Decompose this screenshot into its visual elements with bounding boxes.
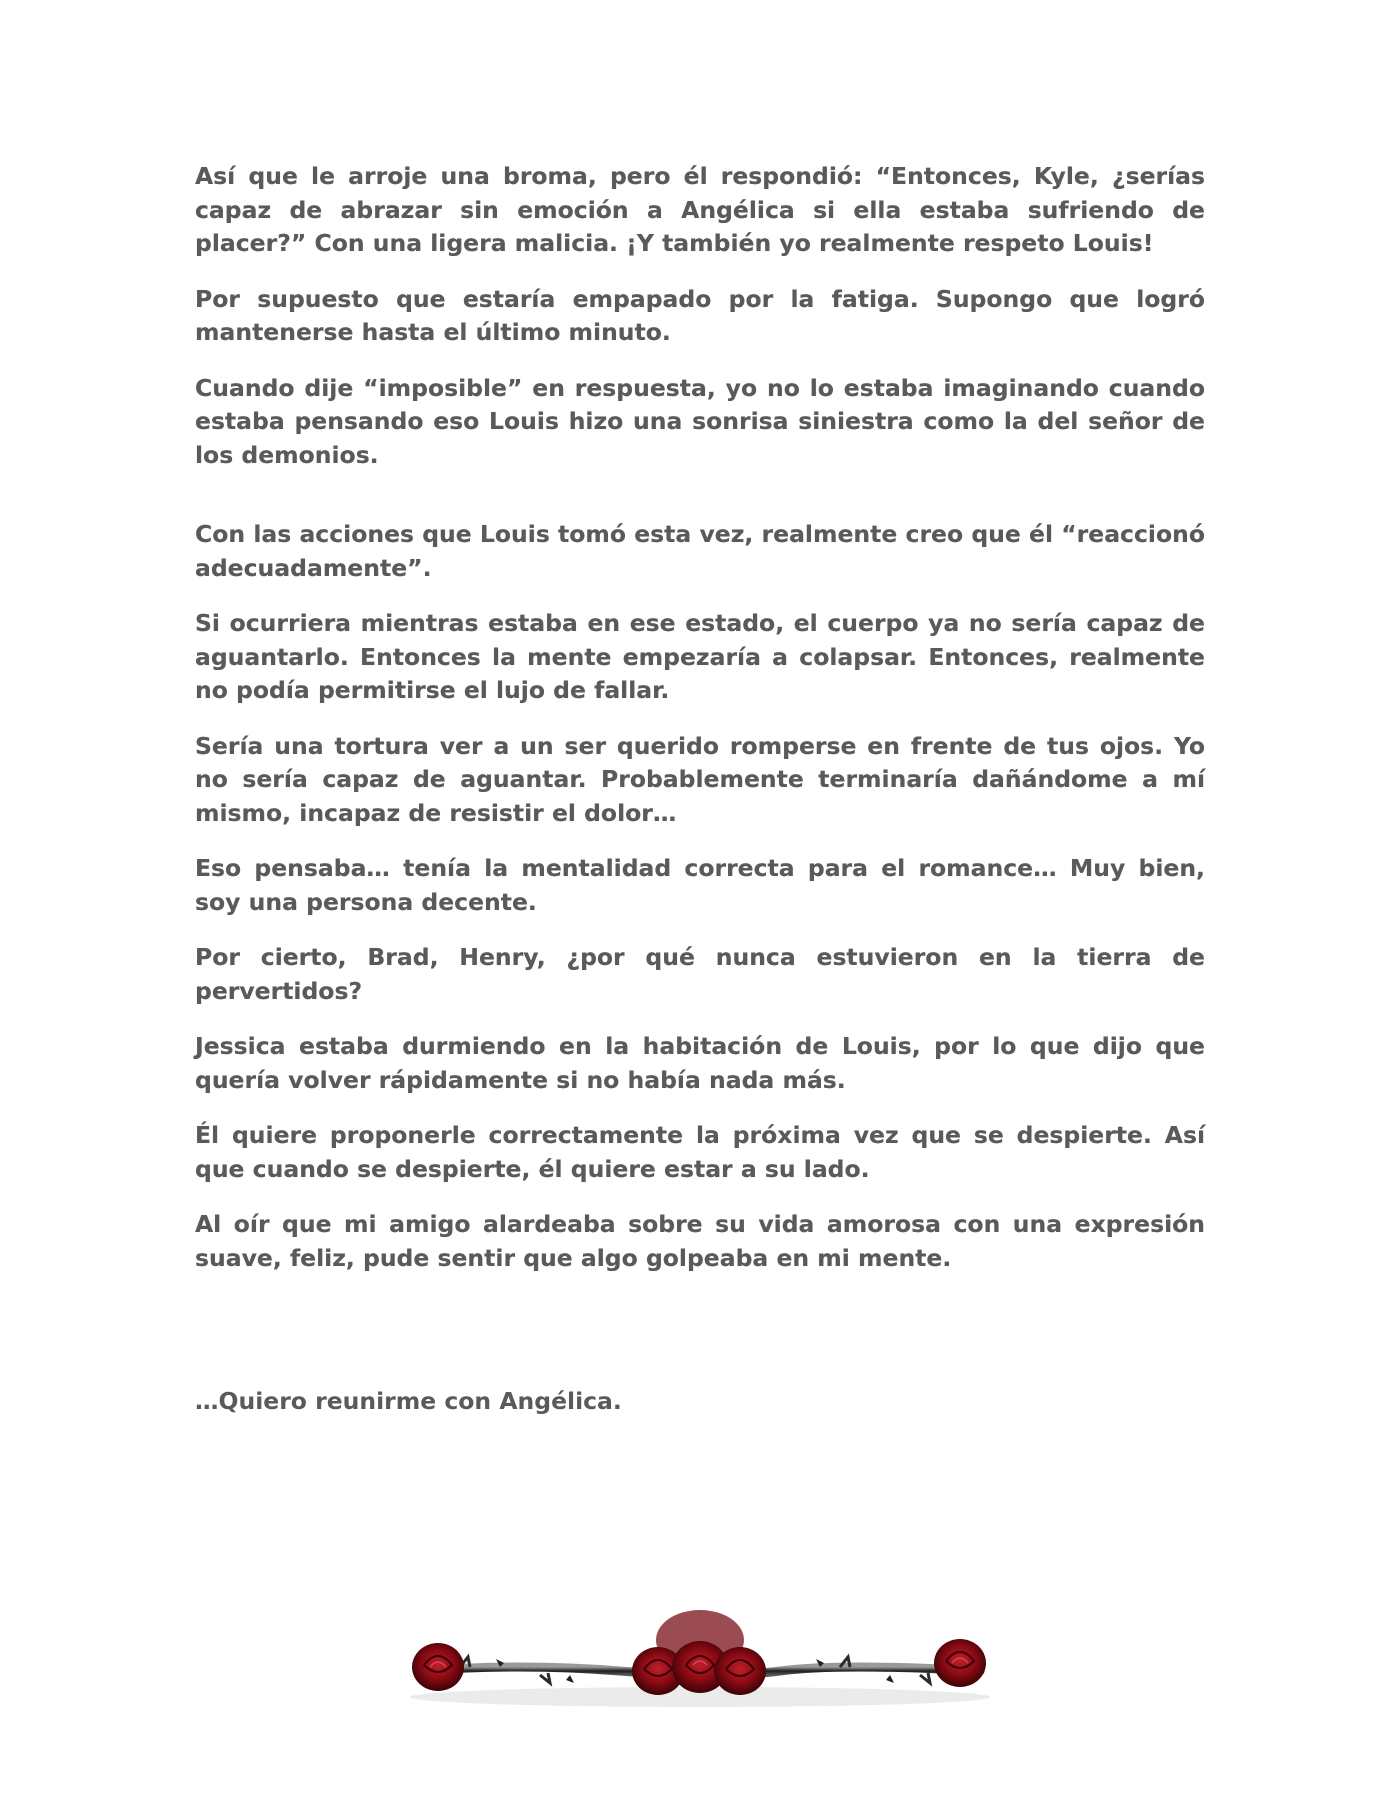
closing-line: …Quiero reunirme con Angélica. — [195, 1387, 622, 1415]
paragraph: Él quiere proponerle correctamente la próxima vez que se despierte. Así que cuando se despierte, él quiere estar a su lado. — [195, 1121, 1205, 1183]
paragraph: Con las acciones que Louis tomó esta vez, realmente creo que él “reaccionó adecuadamente”. — [195, 520, 1205, 582]
paragraph: Eso pensaba… tenía la mentalidad correcta para el romance… Muy bien, soy una persona decente. — [195, 854, 1205, 916]
paragraph: Por supuesto que estaría empapado por la fatiga. Supongo que logró mantenerse hasta el último minuto. — [195, 284, 1205, 346]
paragraph: Si ocurriera mientras estaba en ese estado, el cuerpo ya no sería capaz de aguantarlo. Entonces la mente empezaría a colapsar. Entonces, realmente no podía permitirse el lujo de fallar. — [195, 609, 1205, 704]
paragraph: Cuando dije “imposible” en respuesta, yo no lo estaba imaginando cuando estaba pensando eso Louis hizo una sonrisa siniestra como la del señor de los demonios. — [195, 373, 1205, 469]
text-section-top — [195, 160, 1205, 494]
rose-vine-divider-icon — [400, 1605, 1000, 1720]
text-section-middle — [195, 518, 1205, 1297]
paragraph: Por cierto, Brad, Henry, ¿por qué nunca estuvieron en la tierra de pervertidos? — [195, 943, 1205, 1005]
paragraph: Sería una tortura ver a un ser querido romperse en frente de tus ojos. Yo no sería capaz de aguantar. Probablemente terminaría dañándome a mí mismo, incapaz de resistir el dolor… — [195, 731, 1205, 827]
paragraph: Al oír que mi amigo alardeaba sobre su vida amorosa con una expresión suave, feliz, pude sentir que algo golpeaba en mi mente. — [195, 1210, 1205, 1272]
paragraph: Jessica estaba durmiendo en la habitación de Louis, por lo que dijo que quería volver rápidamente si no había nada más. — [195, 1032, 1205, 1094]
paragraph: Así que le arroje una broma, pero él respondió: “Entonces, Kyle, ¿serías capaz de abrazar sin emoción a Angélica si ella estaba sufriendo de placer?” Con una ligera malicia. ¡Y también yo realmente respeto Louis! — [195, 162, 1205, 257]
